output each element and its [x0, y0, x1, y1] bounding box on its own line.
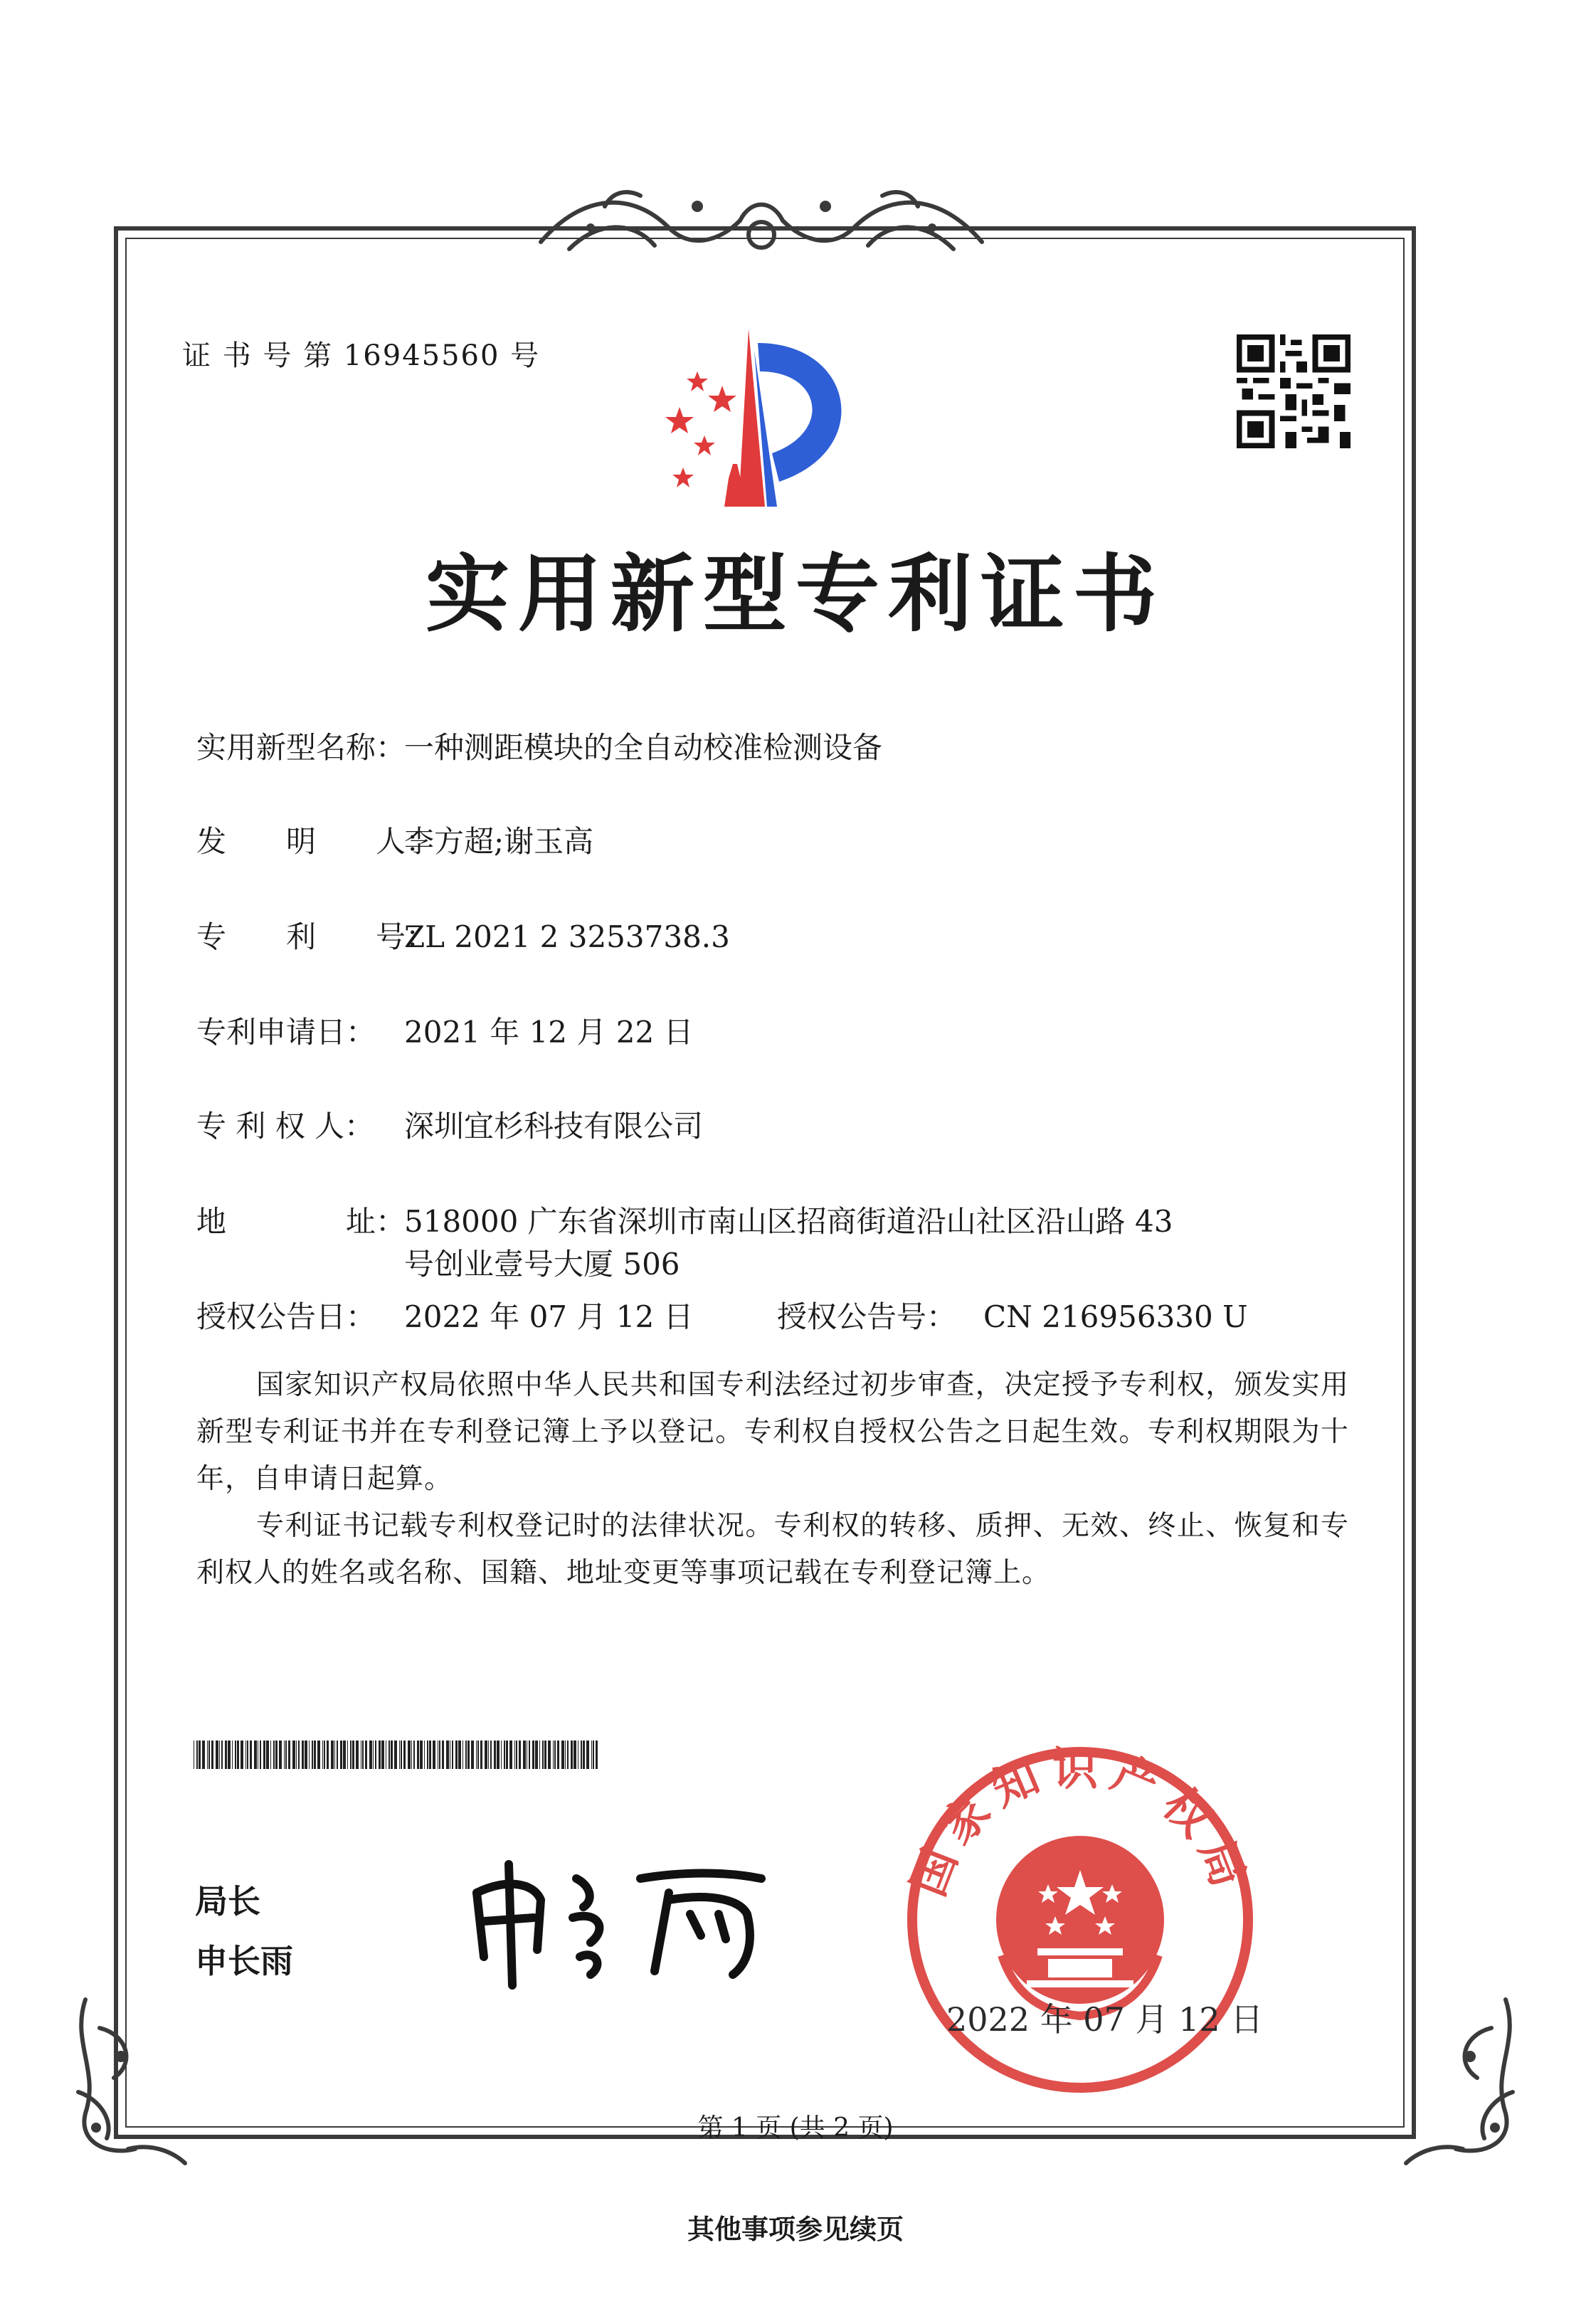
- qr-code-icon: [1237, 334, 1350, 448]
- top-ornament-icon: [527, 178, 996, 270]
- certificate-number: 证 书 号 第 16945560 号: [182, 339, 541, 372]
- field-label: 发 明 人：: [196, 824, 436, 859]
- field-label: 实用新型名称：: [196, 730, 406, 765]
- field-address: [196, 1198, 1173, 1241]
- field-value: 李方超;谢玉高: [404, 824, 594, 859]
- seal-date: 2022 年 07 月 12 日: [946, 2000, 1264, 2039]
- field-value: 深圳宜杉科技有限公司: [404, 1109, 704, 1143]
- field-value: ZL 2021 2 3253738.3: [404, 919, 730, 954]
- director-signature: [455, 1850, 783, 1992]
- cnipa-logo-icon: [640, 329, 882, 514]
- field-value: 2021 年 12 月 22 日: [404, 1015, 694, 1050]
- field-value: 518000 广东省深圳市南山区招商街道沿山社区沿山路 43: [404, 1204, 1173, 1239]
- field-grant-date: [196, 1294, 694, 1336]
- field-address-line2: 号创业壹号大厦 506: [404, 1247, 680, 1282]
- field-value: 2022 年 07 月 12 日: [404, 1299, 694, 1334]
- director-name: 申长雨: [195, 1942, 293, 1980]
- barcode-icon: [194, 1741, 599, 1769]
- continuation-note: 其他事项参见续页: [687, 2213, 904, 2245]
- field-label: 专 利 权 人：: [196, 1109, 375, 1143]
- certificate-title: 实用新型专利证书: [425, 545, 1166, 643]
- legal-statement-paragraph-2: 专利证书记载专利权登记时的法律状况。专利权的转移、质押、无效、终止、恢复和专利权人的姓名或名称、国籍、地址变更等事项记载在专利登记簿上。: [196, 1510, 1349, 1589]
- field-label: 专利申请日：: [196, 1015, 376, 1050]
- director-title: 局长: [195, 1882, 260, 1921]
- field-value: 一种测距模块的全自动校准检测设备: [404, 730, 883, 765]
- field-filing-date: [196, 1009, 694, 1052]
- field-label: 授权公告日：: [196, 1299, 376, 1334]
- field-grant-publication-number: [777, 1294, 1247, 1336]
- seal-text: 国家知识产权局: [902, 1743, 1258, 1903]
- field-patentee: [196, 1103, 703, 1146]
- field-inventor: [196, 818, 593, 861]
- field-label: 专 利 号：: [196, 919, 436, 954]
- page-number: 第 1 页 (共 2 页): [697, 2113, 894, 2143]
- legal-statement-paragraph-1: 国家知识产权局依照中华人民共和国专利法经过初步审查，决定授予专利权，颁发实用新型专利证书并在专利登记簿上予以登记。专利权自授权公告之日起生效。专利权期限为十年，自申请日起算。: [196, 1369, 1349, 1495]
- field-patent-number: [196, 914, 730, 956]
- field-utility-model-name: [196, 724, 882, 767]
- field-label: 授权公告号：: [777, 1299, 957, 1334]
- official-seal: [902, 1742, 1258, 2098]
- field-value: CN 216956330 U: [983, 1299, 1248, 1334]
- field-label: 地 址：: [196, 1204, 406, 1239]
